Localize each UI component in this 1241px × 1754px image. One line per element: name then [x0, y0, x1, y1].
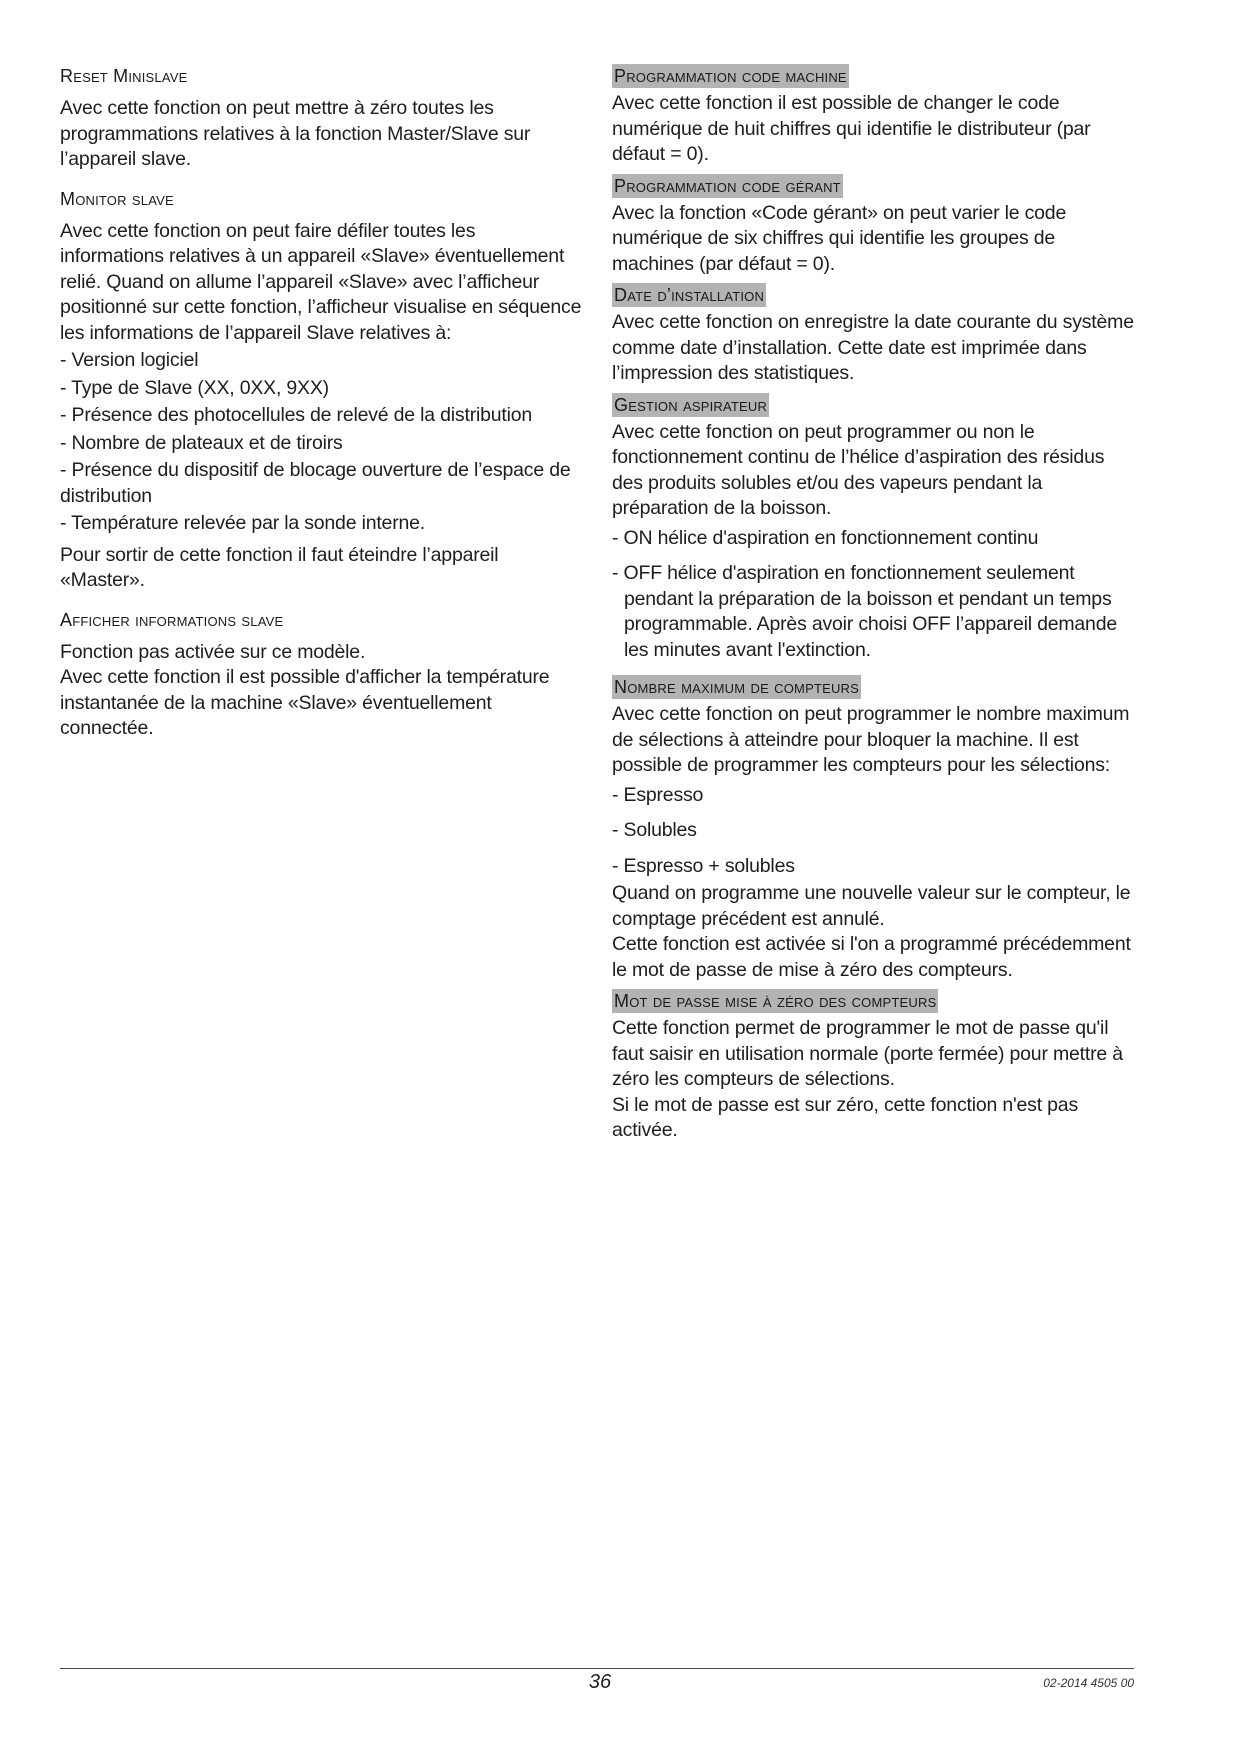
- section-heading: Reset Minislave: [60, 66, 188, 86]
- info-list: [60, 348, 582, 537]
- list-item: - Type de Slave (XX, 0XX, 9XX): [60, 376, 329, 399]
- section-gestion-aspirateur: [612, 393, 1134, 664]
- paragraph: Fonction pas activée sur ce modèle. Avec cette fonction il est possible d'afficher la température instantanée de la machine «Slave» éventuellement connectée.: [60, 640, 550, 739]
- paragraph: Avec cette fonction on enregistre la date courante du système comme date d’installation. Cette date est imprimée dans l’impression des statistiques.: [612, 311, 1134, 384]
- section-monitor-slave: [60, 187, 582, 594]
- page-number: 36: [588, 1671, 612, 1693]
- section-heading: Programmation code gérant: [614, 175, 841, 196]
- section-heading: Date d’installation: [614, 285, 765, 305]
- paragraph: Avec cette fonction on peut programmer ou non le fonctionnement continu de l’hélice d’aspiration des résidus des produits solubles et/ou des vapeurs pendant la préparation de la boisson.: [612, 420, 1105, 519]
- list-item: - Version logiciel: [60, 349, 199, 371]
- list-item: - Solubles: [612, 819, 697, 841]
- list-item: - Espresso: [612, 783, 704, 806]
- left-column: [60, 64, 582, 748]
- section-programmation-code-gerant: [612, 174, 1134, 278]
- section-afficher-informations-slave: [60, 608, 582, 742]
- section-mot-de-passe-compteurs: [612, 989, 1134, 1144]
- section-heading: Gestion aspirateur: [614, 394, 768, 415]
- section-heading: Mot de passe mise à zéro des compteurs: [614, 991, 937, 1011]
- section-date-installation: [612, 283, 1134, 387]
- paragraph: Avec la fonction «Code gérant» on peut varier le code numérique de six chiffres qui identifie les groupes de machines (par défaut = 0).: [612, 201, 1067, 275]
- list-item: - Température relevée par la sonde interne.: [60, 512, 426, 534]
- paragraph: Cette fonction permet de programmer le mot de passe qu'il faut saisir en utilisation normale (porte fermée) pour mettre à zéro les compteurs de sélections. Si le mot de passe est sur zéro, cette fonction n'est pas activée.: [612, 1017, 1123, 1141]
- list-item: - Présence des photocellules de relevé de la distribution: [60, 404, 533, 426]
- document-reference: 02-2014 4505 00: [1043, 1676, 1134, 1690]
- section-nombre-maximum-compteurs: [612, 675, 1134, 983]
- paragraph: Avec cette fonction on peut programmer le nombre maximum de sélections à atteindre pour bloquer la machine. Il est possible de programmer les compteurs pour les sélections:: [612, 703, 1130, 776]
- paragraph: Avec cette fonction on peut mettre à zéro toutes les programmations relatives à la fonction Master/Slave sur l’appareil slave.: [60, 97, 531, 170]
- paragraph: Avec cette fonction il est possible de changer le code numérique de huit chiffres qui identifie le distributeur (par défaut = 0).: [612, 92, 1091, 165]
- section-heading: Afficher informations slave: [60, 609, 284, 630]
- list-item: - Nombre de plateaux et de tiroirs: [60, 431, 343, 454]
- section-heading: Programmation code machine: [614, 66, 847, 86]
- mode-list: [612, 526, 1134, 664]
- list-item: - Présence du dispositif de blocage ouverture de l’espace de distribution: [60, 459, 571, 507]
- section-reset-minislave: [60, 64, 582, 173]
- list-item: - Espresso + solubles: [612, 854, 795, 877]
- paragraph: Pour sortir de cette fonction il faut éteindre l’appareil «Master».: [60, 543, 499, 591]
- paragraph: Quand on programme une nouvelle valeur sur le compteur, le comptage précédent est annulé. Cette fonction est activée si l'on a programmé précédemment le mot de passe de mise à zéro des compteurs.: [612, 882, 1131, 981]
- list-item: - OFF hélice d'aspiration en fonctionnement seulement pendant la préparation de la boisson et pendant un temps programmable. Après avoir choisi OFF l’appareil demande les minutes avant l'extinction.: [612, 562, 1117, 661]
- section-heading: Nombre maximum de compteurs: [614, 677, 860, 697]
- right-column: [612, 64, 1134, 1150]
- section-heading: Monitor slave: [60, 188, 174, 209]
- section-programmation-code-machine: [612, 64, 1134, 168]
- list-item: - ON hélice d'aspiration en fonctionnement continu: [612, 526, 1039, 549]
- footer-rule: [60, 1668, 1134, 1669]
- paragraph: Avec cette fonction on peut faire défiler toutes les informations relatives à un appareil «Slave» éventuellement relié. Quand on allume l’appareil «Slave» avec l’afficheur positionné sur cette fonction, l’afficheur visualise en séquence les informations de l’appareil Slave relatives à:: [60, 219, 582, 344]
- selection-list: [612, 783, 1134, 880]
